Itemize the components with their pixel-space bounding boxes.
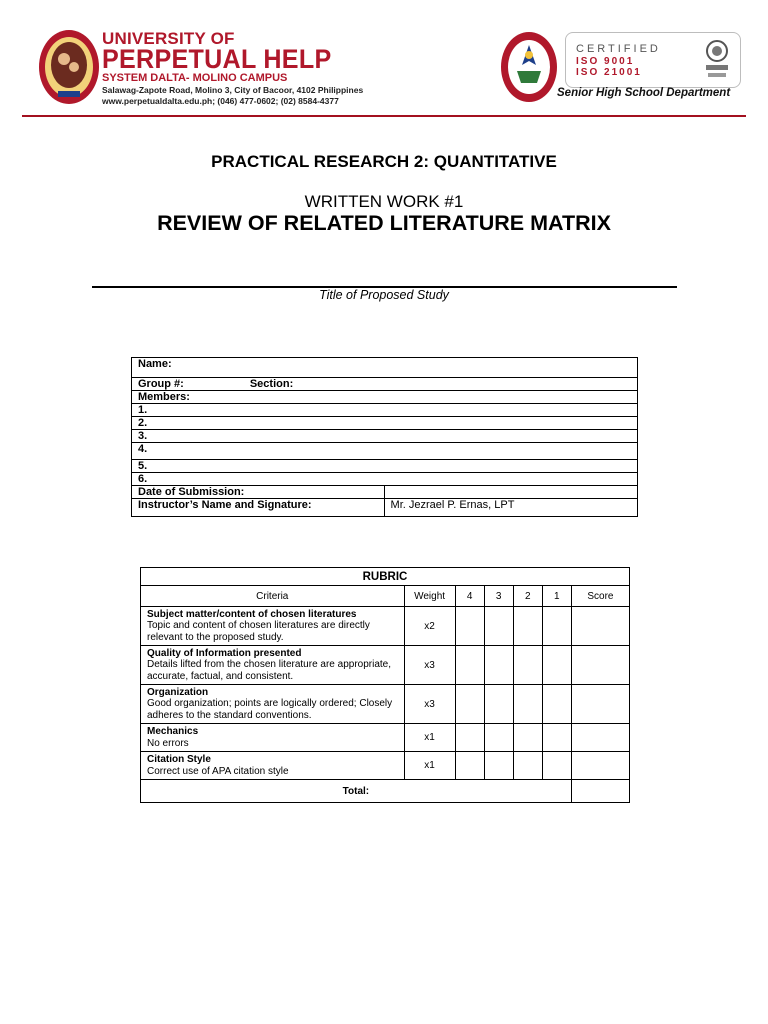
rubric-table	[140, 567, 630, 803]
score-1-cell	[542, 724, 571, 752]
member-6-field: 6.	[132, 473, 638, 486]
score-3-cell	[484, 646, 513, 685]
university-contact: www.perpetualdalta.edu.ph; (046) 477-0602; (02) 8584-4377	[102, 96, 339, 106]
rubric-row	[141, 607, 630, 646]
rubric-title: RUBRIC	[141, 568, 630, 586]
department-label: Senior High School Department	[557, 87, 731, 99]
course-title: PRACTICAL RESEARCH 2: QUANTITATIVE	[211, 152, 557, 171]
score-2-cell	[513, 646, 542, 685]
score-1-cell	[542, 607, 571, 646]
university-name: PERPETUAL HELP	[102, 44, 332, 74]
criterion-description: Details lifted from the chosen literature are appropriate, accurate, factual, and consistent.	[147, 659, 392, 682]
matrix-title: REVIEW OF RELATED LITERATURE MATRIX	[157, 211, 611, 235]
score-2-cell	[513, 685, 542, 724]
criterion-title: Quality of Information presented	[147, 647, 302, 659]
proposed-study-caption: Title of Proposed Study	[319, 288, 449, 302]
header-criteria: Criteria	[141, 586, 405, 607]
score-cell	[571, 752, 629, 780]
score-3-cell	[484, 752, 513, 780]
date-of-submission-value	[384, 486, 637, 499]
certified-label: CERTIFIED	[576, 43, 661, 55]
criterion-cell	[141, 646, 405, 685]
member-4-field: 4.	[132, 443, 638, 460]
score-2-cell	[513, 607, 542, 646]
instructor-value: Mr. Jezrael P. Ernas, LPT	[384, 499, 637, 517]
criterion-description: Correct use of APA citation style	[147, 765, 289, 777]
criterion-cell	[141, 685, 405, 724]
university-top-text: UNIVERSITY OF	[102, 29, 235, 48]
weight-cell: x2	[404, 607, 455, 646]
group-label: Group #:	[138, 378, 184, 390]
shs-department-seal-logo	[500, 31, 558, 103]
members-label: Members:	[132, 391, 638, 404]
iso-9001-label: ISO 9001	[576, 56, 635, 67]
criterion-description: Topic and content of chosen literatures are directly relevant to the proposed study.	[147, 620, 370, 643]
date-of-submission-label: Date of Submission:	[132, 486, 385, 499]
header-score: Score	[571, 586, 629, 607]
iso-21001-label: ISO 21001	[576, 67, 642, 78]
score-1-cell	[542, 646, 571, 685]
score-4-cell	[455, 724, 484, 752]
score-4-cell	[455, 607, 484, 646]
campus-name: SYSTEM DALTA- MOLINO CAMPUS	[102, 72, 288, 84]
score-3-cell	[484, 685, 513, 724]
header-score-1: 1	[542, 586, 571, 607]
member-2-field: 2.	[132, 417, 638, 430]
score-1-cell	[542, 685, 571, 724]
rubric-row	[141, 685, 630, 724]
rubric-row	[141, 724, 630, 752]
criterion-cell	[141, 724, 405, 752]
criterion-title: Subject matter/content of chosen literatures	[147, 608, 357, 620]
header-weight: Weight	[404, 586, 455, 607]
header-score-3: 3	[484, 586, 513, 607]
university-seal-logo	[38, 29, 100, 105]
instructor-label: Instructor’s Name and Signature:	[132, 499, 385, 517]
score-cell	[571, 646, 629, 685]
criterion-title: Organization	[147, 686, 209, 698]
criterion-cell	[141, 752, 405, 780]
total-score-cell	[571, 780, 629, 803]
score-1-cell	[542, 752, 571, 780]
member-1-field: 1.	[132, 404, 638, 417]
score-3-cell	[484, 724, 513, 752]
rubric-row	[141, 646, 630, 685]
weight-cell: x3	[404, 685, 455, 724]
student-info-table	[131, 357, 638, 517]
name-label: Name:	[138, 358, 172, 370]
member-3-field: 3.	[132, 430, 638, 443]
iso-certification-box	[565, 32, 741, 88]
total-label: Total:	[141, 780, 572, 803]
criterion-title: Mechanics	[147, 726, 199, 737]
weight-cell: x1	[404, 724, 455, 752]
score-cell	[571, 685, 629, 724]
weight-cell: x1	[404, 752, 455, 780]
criterion-cell	[141, 607, 405, 646]
header-score-2: 2	[513, 586, 542, 607]
criterion-description: Good organization; points are logically ordered; Closely adheres to the standard conventions.	[147, 698, 393, 721]
name-field	[132, 358, 638, 378]
group-section-field	[132, 378, 638, 391]
university-address: Salawag-Zapote Road, Molino 3, City of Bacoor, 4102 Philippines	[102, 85, 364, 95]
member-5-field: 5.	[132, 460, 638, 473]
score-2-cell	[513, 752, 542, 780]
header-score-4: 4	[455, 586, 484, 607]
score-2-cell	[513, 724, 542, 752]
university-name-block	[102, 30, 363, 107]
header-divider	[22, 115, 746, 117]
score-4-cell	[455, 752, 484, 780]
total-row	[141, 780, 630, 803]
score-3-cell	[484, 607, 513, 646]
section-label: Section:	[249, 378, 294, 390]
score-cell	[571, 724, 629, 752]
rubric-row	[141, 752, 630, 780]
weight-cell: x3	[404, 646, 455, 685]
score-4-cell	[455, 646, 484, 685]
score-cell	[571, 607, 629, 646]
written-work-title: WRITTEN WORK #1	[304, 192, 464, 211]
criterion-title: Citation Style	[147, 754, 211, 765]
criterion-description: No errors	[147, 737, 189, 749]
letterhead	[0, 0, 768, 118]
score-4-cell	[455, 685, 484, 724]
certification-mark-icon	[702, 39, 732, 81]
